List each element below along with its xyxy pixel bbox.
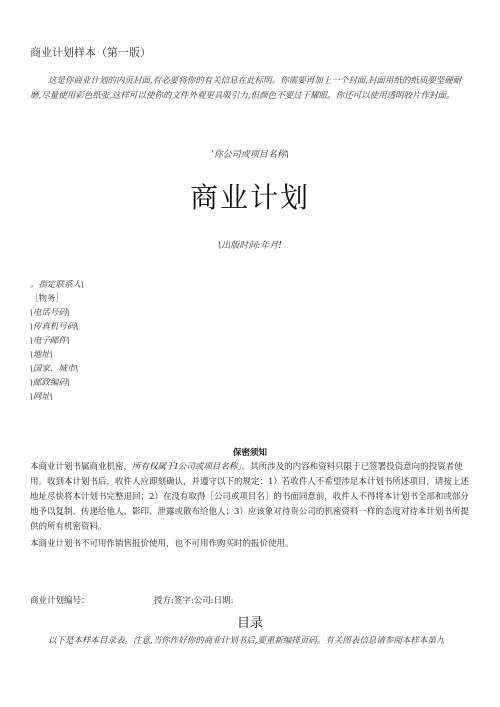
company-name-placeholder: '你公司或项目名称\ (211, 150, 289, 160)
toc-intro: 以下是本样本目录表。注意,当你作好你的商业计划书后,要重新编排页码。有关图表信息请参阅本样本第九 (48, 636, 445, 646)
contact-position-line: ［物务］ (30, 294, 65, 304)
contact-website-line: \网址\ (30, 392, 53, 402)
confidentiality-body (30, 460, 470, 535)
confidentiality-note: 本商业计划书不可用作销售报价使用，也不可用作购买时的报价使用。 (30, 539, 294, 549)
contact-country-city-line: \国家、城市\ (30, 364, 79, 374)
toc-title: 目录 (236, 616, 263, 631)
contact-person-line: 。指定联系人\ (30, 280, 84, 290)
contact-block (30, 278, 84, 404)
contact-fax-line: \传真机号码\ (30, 322, 79, 332)
contact-email-line: \电子邮件\ (30, 336, 70, 346)
confidentiality-body-rest: 。其所涉及的内容和资料只限于已签署投资意向的投资者使用。收到本计划书后，收件人应即刻确认，并遵守以下的规定：1）若收件人不希望涉足本计划书所述项目，请按上述地址尽快将本计划书完整退回；2）在没有取得［公司或项目名］的书面同意前，收件人不得将本计划书全部和或部分地予以复制、传递给他人、影印、泄露或散布给他人；3）应该象对待贵公司的机密资料一样的态度对待本计划书所提供的所有机密资料。 (30, 462, 469, 532)
intro-paragraph: 这是你商业计划的内页封面,有必要将你的有关信息在此标明。你需要再加上一个封面,封面用纸的纸质要坚硬耐磨,尽量使用彩色纸张,这样可以使你的文件外观更具吸引力,但颜色不要过于耀眼。你还可以使用透明胶片作封面。 (30, 76, 462, 101)
contact-postcode-line: \邮政编码\ (30, 378, 70, 388)
confidentiality-heading: 保密须知 (232, 448, 267, 458)
page-title: 商业计划 (189, 181, 310, 214)
confidentiality-owner-placeholder: 所有权属于I公司或项目名称」 (132, 462, 242, 472)
contact-phone-line: \电话号码\ (30, 308, 70, 318)
plan-number-label: 商业计划编号： (30, 596, 90, 606)
confidentiality-body-start: 本商业计划书属商业机密， (30, 462, 133, 472)
contact-address-line: \地址\ (30, 350, 53, 360)
document-header-title: 商业计划样本（第一版） (30, 46, 151, 59)
grant-signature-label: 授方:签字:公司:日期: (154, 596, 234, 606)
publish-date-placeholder: \出版时间:年月! (218, 241, 282, 251)
